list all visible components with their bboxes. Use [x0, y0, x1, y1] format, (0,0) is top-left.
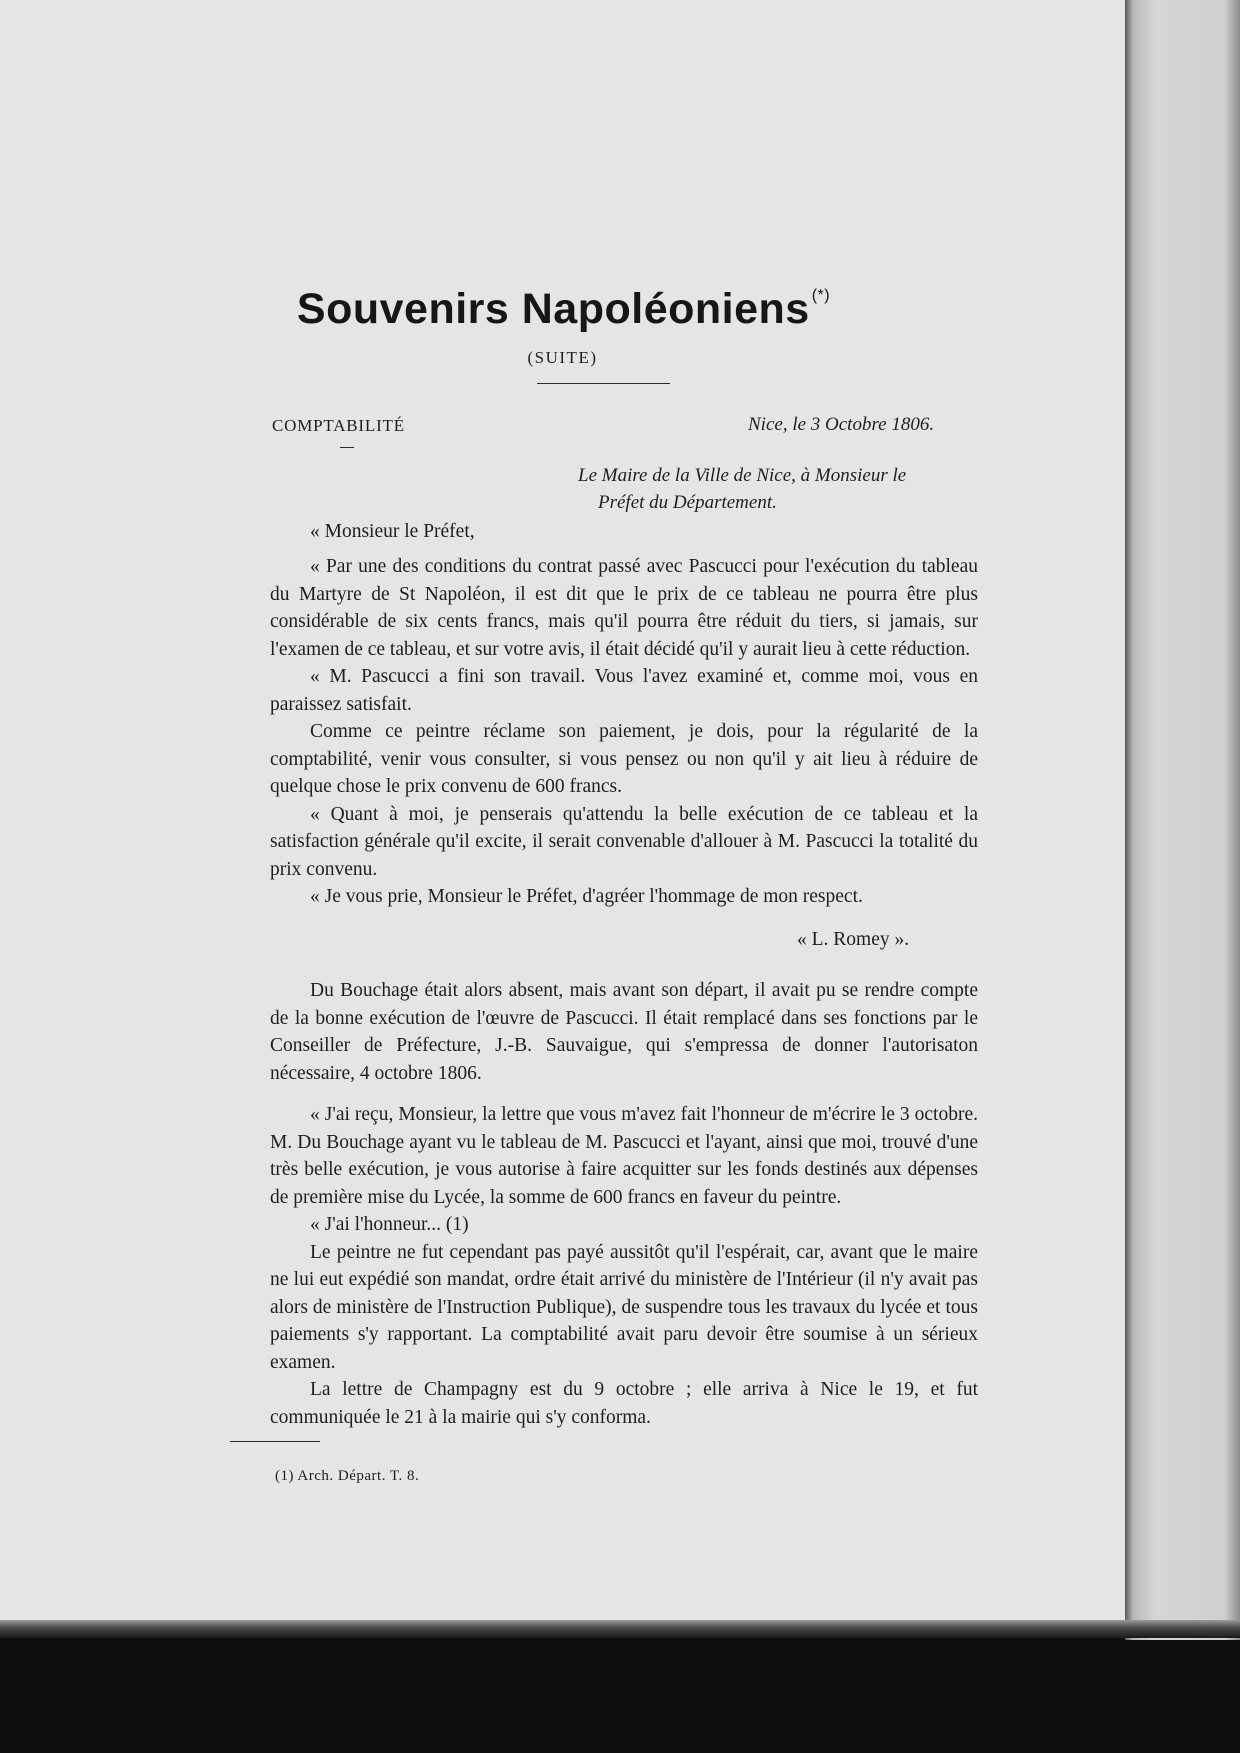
paragraph: « Par une des conditions du contrat passé avec Pascucci pour l'exécution du tableau du Martyre de St Napoléon, il est dit que le prix de ce tableau ne pourra être plus considérable de six cents francs, mais qu'il pourra être réduit du tiers, si jamais, sur l'examen de ce tableau, et sur votre avis, il était décidé qu'il y aurait lieu à cette réduction.	[270, 556, 978, 660]
letter-1-body	[270, 553, 978, 911]
dateline: Nice, le 3 Octobre 1806.	[748, 414, 935, 435]
paragraph: « Je vous prie, Monsieur le Préfet, d'agréer l'hommage de mon respect.	[310, 886, 863, 907]
page-title	[0, 285, 1125, 334]
paragraph: « M. Pascucci a fini son travail. Vous l'avez examiné et, comme moi, vous en paraissez satisfait.	[270, 666, 978, 715]
section-heading: COMPTABILITÉ	[272, 416, 405, 435]
page-bottom-edge	[0, 1620, 1240, 1638]
salutation: « Monsieur le Préfet,	[310, 521, 475, 542]
paragraph: « J'ai l'honneur... (1)	[310, 1214, 469, 1235]
paragraph: « J'ai reçu, Monsieur, la lettre que vous m'avez fait l'honneur de m'écrire le 3 octobre. M. Du Bouchage ayant vu le tableau de M. Pascucci et l'ayant, ainsi que moi, trouvé d'une très belle exécution, je vous autorise à faire acquitter sur les fonds destinés aux dépenses de première mise du Lycée, la somme de 600 francs en faveur du peintre.	[270, 1104, 978, 1208]
letter-address	[578, 462, 998, 516]
title-text: Souvenirs Napoléoniens	[296, 285, 810, 333]
narrative-1	[270, 977, 978, 1087]
paragraph: « Quant à moi, je penserais qu'attendu la belle exécution de ce tableau et la satisfaction générale qu'il excite, il serait convenable d'allouer à M. Pascucci la totalité du prix convenu.	[270, 803, 978, 880]
paragraph: Du Bouchage était alors absent, mais avant son départ, il avait pu se rendre compte de la bonne exécution de l'œuvre de Pascucci. Il était remplacé dans ses fonctions par le Conseiller de Préfecture, J.-B. Sauvaigue, qui s'empressa de donner l'autorisaton nécessaire, 4 octobre 1806.	[270, 980, 978, 1084]
address-line-1: Le Maire de la Ville de Nice, à Monsieur le	[578, 465, 907, 486]
paragraph: Comme ce peintre réclame son paiement, je dois, pour la régularité de la comptabilité, venir vous consulter, si vous pensez ou non qu'il y ait lieu à réduire de quelque chose le prix convenu de 600 francs.	[270, 721, 978, 797]
section-dash	[340, 447, 354, 448]
title-divider	[537, 383, 670, 384]
subtitle: (SUITE)	[527, 348, 598, 367]
letter-2-body	[270, 1101, 978, 1431]
paragraph: La lettre de Champagny est du 9 octobre ; elle arriva à Nice le 19, et fut communiquée le 21 à la mairie qui s'y conforma.	[270, 1379, 978, 1428]
footnote: (1) Arch. Départ. T. 8.	[275, 1468, 420, 1484]
footnote-divider	[230, 1441, 320, 1442]
signature: « L. Romey ».	[797, 929, 910, 950]
page-fold-edge	[1125, 0, 1240, 1640]
paragraph: Le peintre ne fut cependant pas payé aussitôt qu'il l'espérait, car, avant que le maire ne lui eut expédié son mandat, ordre était arrivé du ministère de l'Intérieur (il n'y avait pas alors de ministère de l'Instruction Publique), de suspendre tous les travaux du lycée et tous paiements s'y rapportant. La comptabilité avait paru devoir être soumise à un sérieux examen.	[270, 1241, 978, 1373]
title-footnote-mark: (*)	[811, 287, 831, 304]
address-line-2: Préfet du Département.	[598, 492, 777, 513]
